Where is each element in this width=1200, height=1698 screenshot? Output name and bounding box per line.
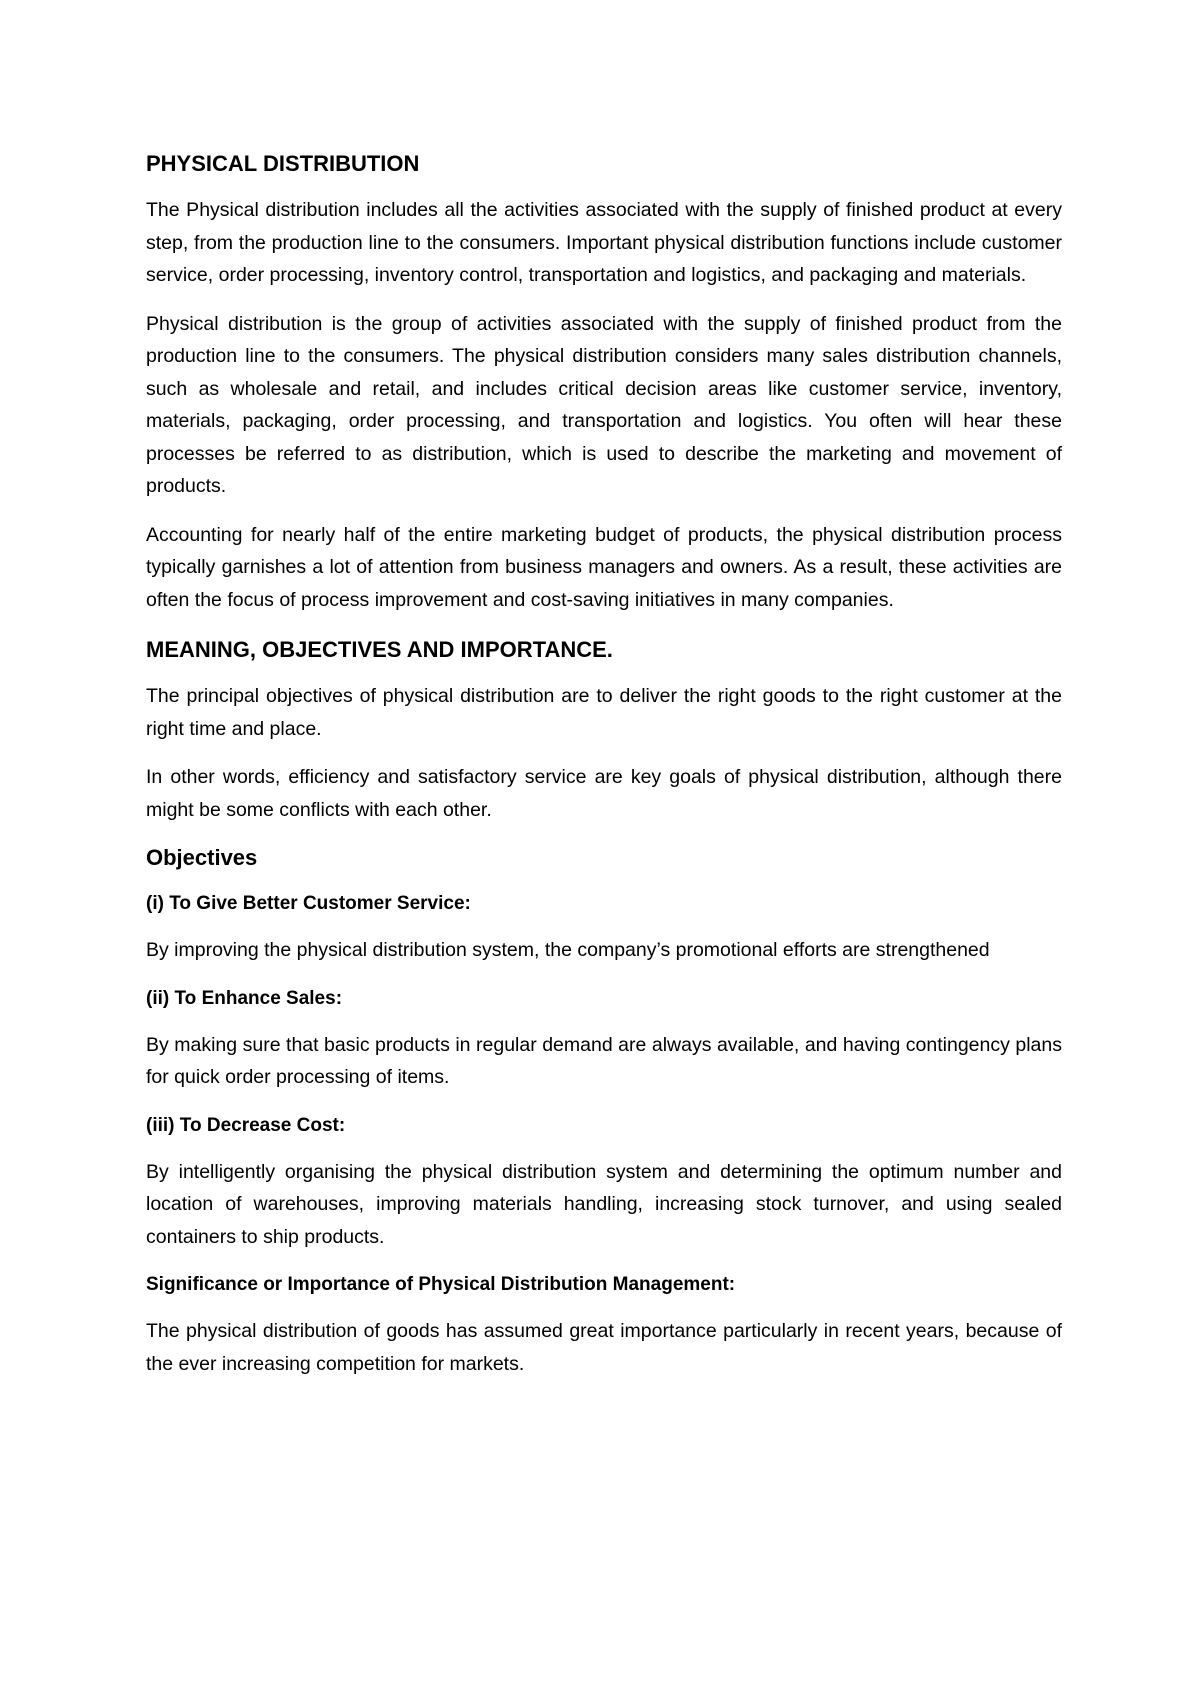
meaning-heading: MEANING, OBJECTIVES AND IMPORTANCE. xyxy=(146,637,613,662)
intro-paragraph: The Physical distribution includes all the activities associated with the supply of finished product at every step, from the production line to the consumers. Important physical distribution functions include customer service, order processing, inventory control, transportation and logistics, and packaging and materials. xyxy=(146,199,1062,286)
efficiency-paragraph: In other words, efficiency and satisfactory service are key goals of physical distribution, although there might be some conflicts with each other. xyxy=(146,766,1062,821)
objective-1-text: By improving the physical distribution system, the company’s promotional efforts are strengthened xyxy=(146,939,990,961)
objective-1-title: (i) To Give Better Customer Service: xyxy=(146,893,471,914)
document-body xyxy=(146,148,1062,1396)
objective-2-title: (ii) To Enhance Sales: xyxy=(146,987,343,1009)
significance-text: The physical distribution of goods has assumed great importance particularly in recent years, because of the ever increasing competition for markets. xyxy=(146,1320,1062,1375)
significance-title: Significance or Importance of Physical Distribution Management: xyxy=(146,1274,736,1295)
budget-paragraph: Accounting for nearly half of the entire marketing budget of products, the physical distribution process typically garnishes a lot of attention from business managers and owners. As a result, these activities are often the focus of process improvement and cost-saving initiatives in many companies. xyxy=(146,523,1062,611)
definition-paragraph: Physical distribution is the group of activities associated with the supply of finished product from the production line to the consumers. The physical distribution considers many sales distribution channels, such as wholesale and retail, and includes critical decision areas like customer service, inventory, materials, packaging, order processing, and transportation and logistics. You often will hear these processes be referred to as distribution, which is used to describe the marketing and movement of products. xyxy=(146,312,1062,497)
principal-objectives-paragraph: The principal objectives of physical distribution are to deliver the right goods to the right customer at the right time and place. xyxy=(146,685,1062,740)
objectives-heading: Objectives xyxy=(146,845,258,870)
objective-2-text: By making sure that basic products in regular demand are always available, and having contingency plans for quick order processing of items. xyxy=(146,1033,1062,1088)
objective-3-text: By intelligently organising the physical distribution system and determining the optimum number and location of warehouses, improving materials handling, increasing stock turnover, and using sealed containers to ship products. xyxy=(146,1160,1062,1248)
objective-3-title: (iii) To Decrease Cost: xyxy=(146,1114,346,1136)
page-title: PHYSICAL DISTRIBUTION xyxy=(146,151,420,176)
